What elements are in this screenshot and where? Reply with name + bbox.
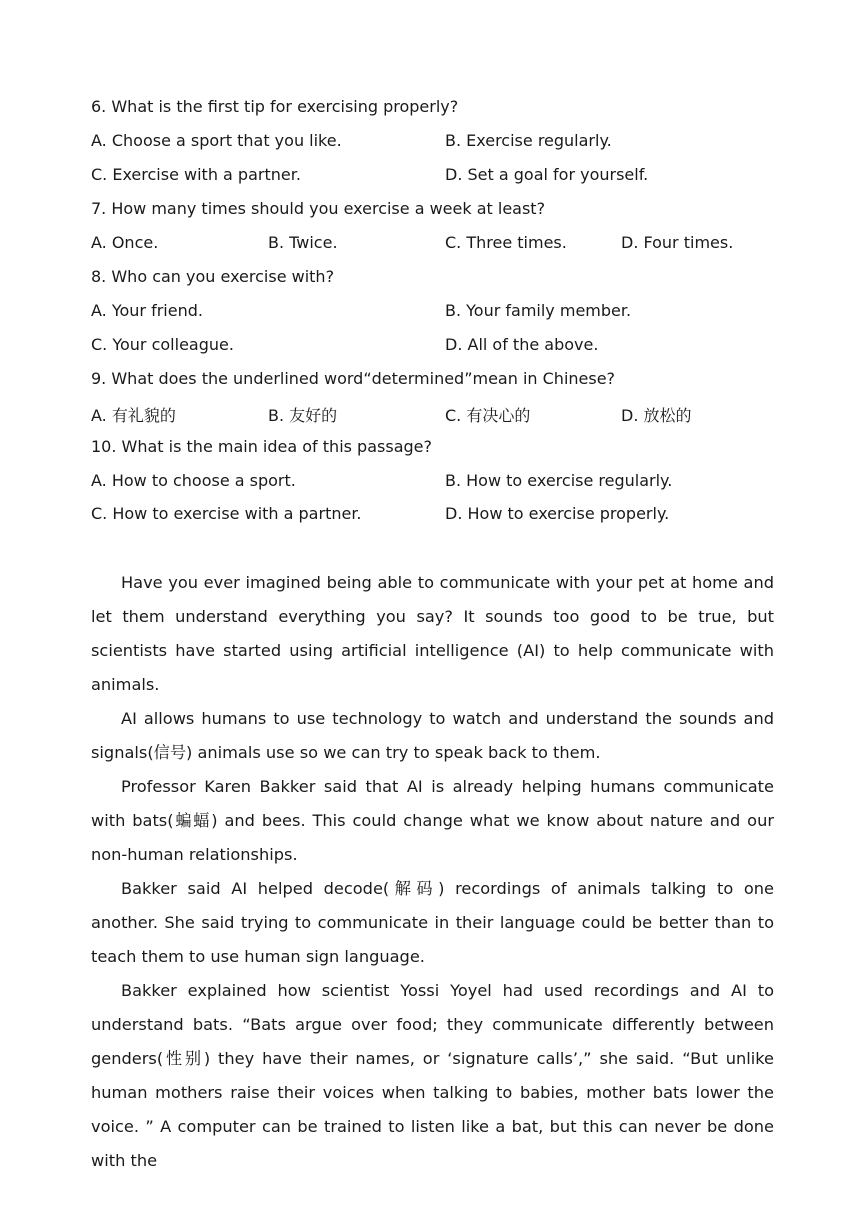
reading-passage [91, 566, 774, 1178]
q8-option-a: A. Your friend. [91, 301, 203, 320]
question-10: 10. What is the main idea of this passage? [91, 437, 432, 456]
passage-paragraph-2: AI allows humans to use technology to watch and understand the sounds and signals(信号) animals use so we can try to speak back to them. [91, 709, 774, 762]
q8-option-b: B. Your family member. [445, 301, 632, 320]
q10-option-b: B. How to exercise regularly. [445, 471, 673, 490]
q6-option-c: C. Exercise with a partner. [91, 165, 301, 184]
q7-option-b: B. Twice. [268, 233, 338, 252]
passage-paragraph-5: Bakker explained how scientist Yossi Yoyel had used recordings and AI to understand bats. “Bats argue over food; they communicate differently between genders(性别) they have their names, or ‘signature calls’,” she said. “But unlike human mothers raise their voices when talking to babies, mother bats lower the voice. ” A computer can be trained to listen like a bat, but this can never be done with the [91, 981, 774, 1170]
question-6: 6. What is the first tip for exercising properly? [91, 97, 459, 116]
q9-option-a: A. 有礼貌的 [91, 406, 176, 425]
q10-option-c: C. How to exercise with a partner. [91, 504, 362, 523]
q10-option-a: A. How to choose a sport. [91, 471, 296, 490]
q8-option-c: C. Your colleague. [91, 335, 234, 354]
question-9: 9. What does the underlined word“determined”mean in Chinese? [91, 369, 616, 388]
passage-paragraph-4: Bakker said AI helped decode(解码) recordings of animals talking to one another. She said trying to communicate in their language could be better than to teach them to use human sign language. [91, 879, 774, 966]
q6-option-a: A. Choose a sport that you like. [91, 131, 342, 150]
q7-option-d: D. Four times. [621, 233, 734, 252]
q7-option-c: C. Three times. [445, 233, 567, 252]
q9-option-c: C. 有决心的 [445, 406, 531, 425]
q9-option-b: B. 友好的 [268, 406, 338, 425]
passage-paragraph-1: Have you ever imagined being able to communicate with your pet at home and let them understand everything you say? It sounds too good to be true, but scientists have started using artificial intelligence (AI) to help communicate with animals. [91, 573, 774, 694]
question-8: 8. Who can you exercise with? [91, 267, 335, 286]
passage-paragraph-3: Professor Karen Bakker said that AI is already helping humans communicate with bats(蝙蝠) and bees. This could change what we know about nature and our non-human relationships. [91, 777, 774, 864]
question-7: 7. How many times should you exercise a week at least? [91, 199, 546, 218]
q6-option-b: B. Exercise regularly. [445, 131, 612, 150]
q6-option-d: D. Set a goal for yourself. [445, 165, 649, 184]
q9-option-d: D. 放松的 [621, 406, 692, 425]
q8-option-d: D. All of the above. [445, 335, 599, 354]
q7-option-a: A. Once. [91, 233, 159, 252]
q10-option-d: D. How to exercise properly. [445, 504, 670, 523]
